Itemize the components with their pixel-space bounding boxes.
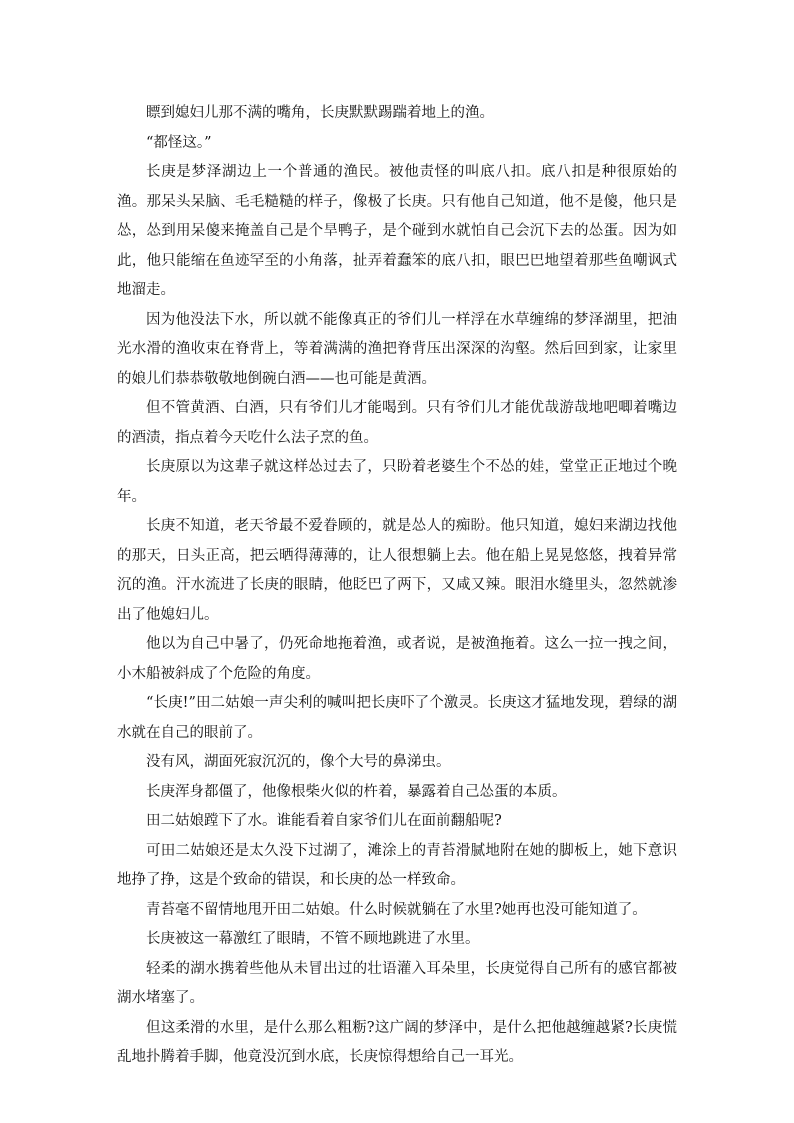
- paragraph-2: “都怪这。”: [146, 134, 212, 151]
- paragraph-9: “长庚!”田二姑娘一声尖利的喊叫把长庚吓了个激灵。长庚这才猛地发现，碧绿的湖水就在自己的眼前了。: [117, 695, 677, 741]
- paragraph-7: 长庚不知道，老天爷最不爱眷顾的，就是怂人的痴盼。他只知道，媳妇来湖边找他的那天，日头正高，把云晒得薄薄的，让人很想躺上去。他在船上晃晃悠悠，拽着异常沉的渔。汗水流进了长庚的眼睛，他眨巴了两下，又咸又辣。眼泪水缝里头，忽然就渗出了他媳妇儿。: [117, 518, 677, 623]
- paragraph-4: 因为他没法下水，所以就不能像真正的爷们儿一样浮在水草缠绵的梦泽湖里，把油光水滑的渔收束在脊背上，等着满满的渔把脊背压出深深的沟壑。然后回到家，让家里的娘儿们恭恭敬敬地倒碗白酒——也可能是黄酒。: [117, 311, 677, 387]
- paragraph-5: 但不管黄酒、白酒，只有爷们儿才能喝到。只有爷们儿才能优哉游哉地吧唧着嘴边的酒渍，指点着今天吃什么法子烹的鱼。: [117, 400, 677, 446]
- paragraph-11: 长庚浑身都僵了，他像根柴火似的杵着，暴露着自己怂蛋的本质。: [146, 783, 567, 800]
- paragraph-1: 瞟到媳妇儿那不满的嘴角，长庚默默踢踹着地上的渔。: [146, 105, 494, 121]
- paragraph-12: 田二姑娘蹚下了水。谁能看着自家爷们儿在面前翻船呢?: [146, 813, 502, 829]
- paragraph-14: 青苔毫不留情地甩开田二姑娘。什么时候就躺在了水里?她再也没可能知道了。: [146, 901, 647, 918]
- paragraph-8: 他以为自己中暑了，仍死命地拖着渔，或者说，是被渔拖着。这么一拉一拽之间，小木船被斜成了个危险的角度。: [117, 636, 677, 682]
- paragraph-6: 长庚原以为这辈子就这样怂过去了，只盼着老婆生个不怂的娃，堂堂正正地过个晚年。: [117, 459, 677, 505]
- paragraph-17: 但这柔滑的水里，是什么那么粗粝?这广阔的梦泽中，是什么把他越缠越紧?长庚慌乱地扑腾着手脚，他竟没沉到水底，长庚惊得想给自己一耳光。: [117, 1019, 677, 1065]
- paragraph-15: 长庚被这一幕激红了眼睛，不管不顾地跳进了水里。: [146, 931, 480, 947]
- paragraph-13: 可田二姑娘还是太久没下过湖了，滩涂上的青苔滑腻地附在她的脚板上，她下意识地挣了挣，这是个致命的错误，和长庚的怂一样致命。: [117, 842, 677, 888]
- paragraph-16: 轻柔的湖水携着些他从未冒出过的壮语灌入耳朵里，长庚觉得自己所有的感官都被湖水堵塞了。: [117, 960, 677, 1006]
- paragraph-3: 长庚是梦泽湖边上一个普通的渔民。被他责怪的叫底八扣。底八扣是种很原始的渔。那呆头呆脑、毛毛糙糙的样子，像极了长庚。只有他自己知道，他不是傻，他只是怂，怂到用呆傻来掩盖自己是个旱鸭子，是个碰到水就怕自己会沉下去的怂蛋。因为如此，他只能缩在鱼迹罕至的小角落，扯弄着蠢笨的底八扣，眼巴巴地望着那些鱼嘲讽式地溜走。: [117, 164, 677, 298]
- story-text: [117, 99, 677, 1073]
- paragraph-10: 没有风，湖面死寂沉沉的，像个大号的鼻涕虫。: [146, 754, 451, 770]
